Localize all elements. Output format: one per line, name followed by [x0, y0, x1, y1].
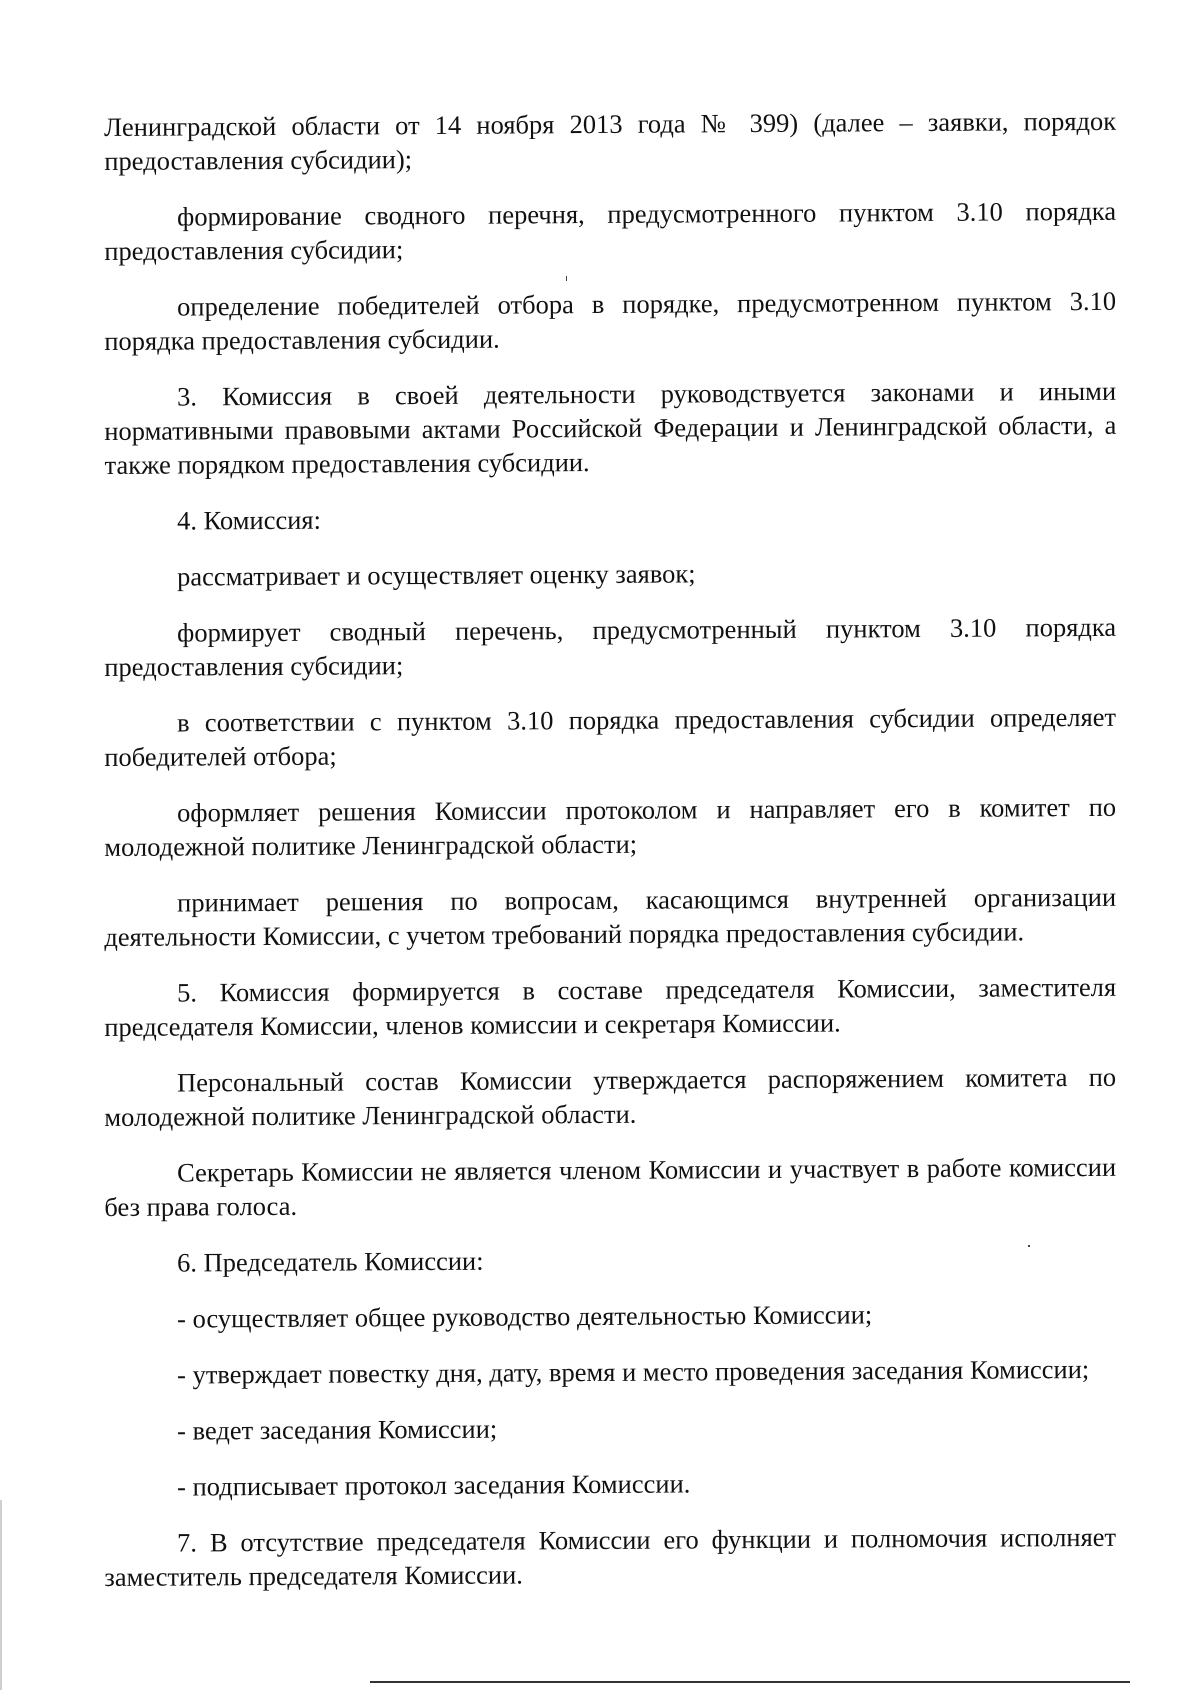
paragraph-5: 4. Комиссия:: [177, 504, 322, 536]
paragraph-1: Ленинградской области от 14 ноября 2013 года № 399) (далее – заявки, порядок предоставления субсидии);: [104, 105, 1117, 176]
paragraph-14: 6. Председатель Комиссии:: [177, 1245, 484, 1278]
paragraph-13: Секретарь Комиссии не является членом Комиссии и участвует в работе комиссии без права голоса.: [104, 1151, 1117, 1222]
paragraph-2: формирование сводного перечня, предусмотренного пунктом 3.10 порядка предоставления субсидии;: [104, 195, 1117, 266]
paragraph-18: - подписывает протокол заседания Комиссии.: [177, 1468, 691, 1502]
paragraph-3: определение победителей отбора в порядке, предусмотренном пунктом 3.10 порядка предоставления субсидии.: [104, 285, 1117, 356]
paragraph-15: - осуществляет общее руководство деятельностью Комиссии;: [177, 1299, 873, 1334]
paragraph-8: в соответствии с пунктом 3.10 порядка предоставления субсидии определяет победителей отбора;: [104, 701, 1117, 772]
paragraph-6: рассматривает и осуществляет оценку заявок;: [177, 558, 696, 592]
paragraph-12: Персональный состав Комиссии утверждается распоряжением комитета по молодежной политике Ленинградской области.: [104, 1061, 1117, 1132]
document-body: [104, 105, 1117, 1616]
paragraph-17: - ведет заседания Комиссии;: [177, 1413, 498, 1446]
paragraph-16: - утверждает повестку дня, дату, время и место проведения заседания Комиссии;: [177, 1353, 1090, 1390]
paragraph-11: 5. Комиссия формируется в составе председателя Комиссии, заместителя председателя Комиссии, членов комиссии и секретаря Комиссии.: [104, 971, 1117, 1042]
paragraph-7: формирует сводный перечень, предусмотренный пунктом 3.10 порядка предоставления субсидии;: [104, 611, 1117, 682]
paragraph-9: оформляет решения Комиссии протоколом и направляет его в комитет по молодежной политике Ленинградской области;: [104, 791, 1117, 862]
paragraph-4: 3. Комиссия в своей деятельности руководствуется законами и иными нормативными правовыми актами Российской Федерации и Ленинградской области, а также порядком предоставления субсидии.: [104, 375, 1117, 480]
paragraph-19: 7. В отсутствие председателя Комиссии его функции и полномочия исполняет заместитель председателя Комиссии.: [104, 1521, 1117, 1592]
paragraph-10: принимает решения по вопросам, касающимся внутренней организации деятельности Комиссии, с учетом требований порядка предоставления субсидии.: [104, 881, 1117, 952]
scan-left-edge-shadow: [0, 1500, 2, 1690]
scan-speck-1: [1028, 1245, 1030, 1247]
scan-bottom-edge-line: [370, 1681, 1130, 1683]
scan-speck-2: [566, 276, 567, 281]
